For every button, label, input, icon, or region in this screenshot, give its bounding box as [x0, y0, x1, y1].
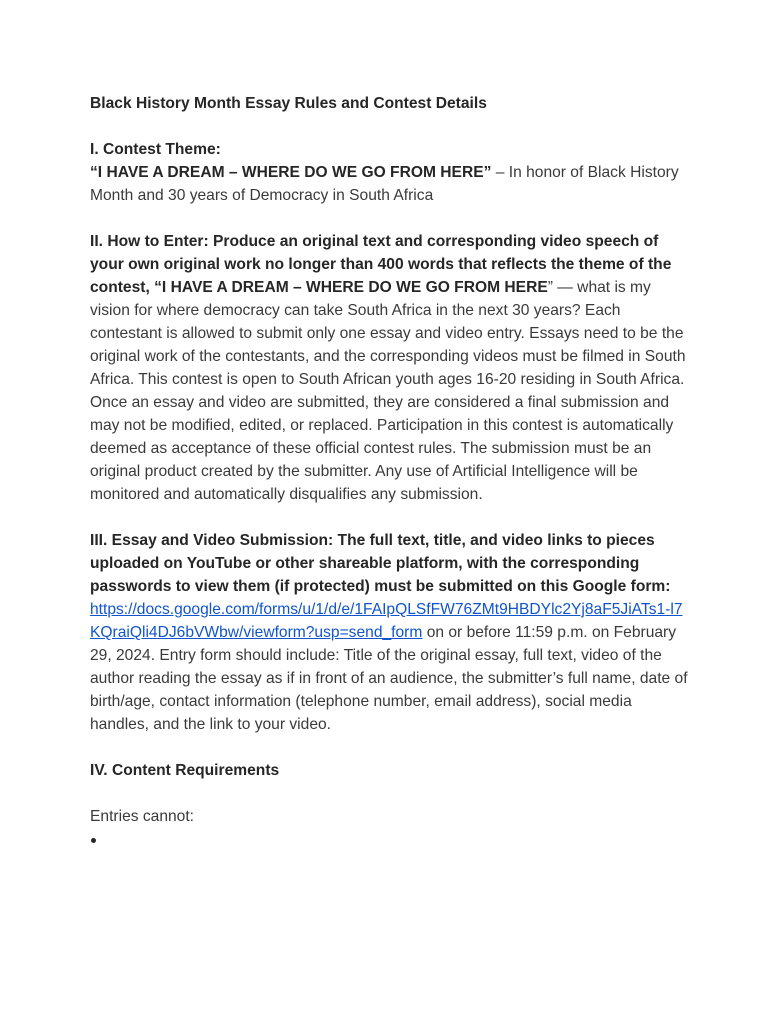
document-page	[90, 92, 690, 851]
section-contest-theme-heading: I. Contest Theme:	[90, 141, 221, 158]
bullet-point	[90, 828, 110, 851]
section-content-requirements-heading: IV. Content Requirements	[90, 762, 280, 779]
theme-description: – In honor of Black History Month and 30 years of Democracy in South Africa	[90, 164, 679, 204]
section-contest-theme-body	[90, 161, 690, 207]
submission-body: on or before 11:59 p.m. on February 29, 2024. Entry form should include: Title of the original essay, full text, video of the author reading the essay as if in front of an audience, the submitter’s full name, date of birth/age, contact information (telephone number, email address), social media handles, and the link to your video.	[90, 624, 688, 733]
google-form-link[interactable]: https://docs.google.com/forms/u/1/d/e/1FAIpQLSfFW76ZMt9HBDYlc2Yj8aF5JiATs1-l7KQraiQli4DJ6bVWbw/viewform?usp=send_form	[90, 601, 683, 641]
entries-cannot-intro: Entries cannot:	[90, 808, 195, 825]
theme-title: “I HAVE A DREAM – WHERE DO WE GO FROM HERE”	[90, 164, 492, 181]
spacer	[90, 506, 690, 529]
spacer	[90, 115, 690, 138]
document-title: Black History Month Essay Rules and Contest Details	[90, 95, 487, 112]
submission-heading: III. Essay and Video Submission: The full text, title, and video links to pieces uploaded on YouTube or other shareable platform, with the corresponding passwords to view them (if protected) must be submitted on this Google form:	[90, 532, 671, 595]
spacer	[90, 782, 690, 805]
spacer	[90, 207, 690, 230]
how-to-enter-body: ” — what is my vision for where democracy can take South Africa in the next 30 years? Each contestant is allowed to submit only one essay and video entry. Essays need to be the original work of the contestants, and the corresponding videos must be filmed in South Africa. This contest is open to South African youth ages 16-20 residing in South Africa. Once an essay and video are submitted, they are considered a final submission and may not be modified, edited, or replaced. Participation in this contest is automatically deemed as acceptance of these official contest rules. The submission must be an original product created by the submitter. Any use of Artificial Intelligence will be monitored and automatically disqualifies any submission.	[90, 279, 686, 503]
section-submission	[90, 529, 690, 736]
spacer	[90, 736, 690, 759]
how-to-enter-heading: II. How to Enter: Produce an original text and corresponding video speech of your own original work no longer than 400 words that reflects the theme of the contest, “I HAVE A DREAM – WHERE DO WE GO FROM HERE	[90, 233, 672, 296]
section-how-to-enter	[90, 230, 690, 506]
